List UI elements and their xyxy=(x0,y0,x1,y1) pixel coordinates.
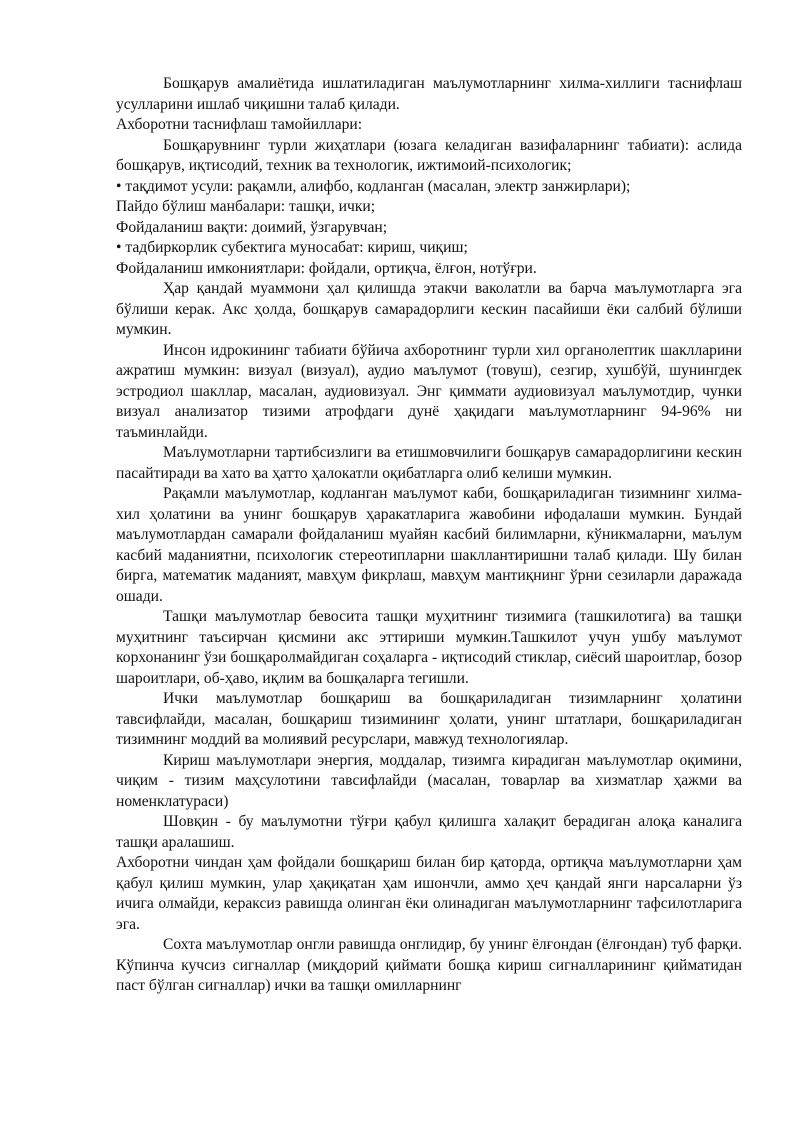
paragraph: Ҳар қандай муаммони ҳал қилишда этакчи ваколатли ва барча маълумотларга эга бўлиши керак. Акс ҳолда, бошқарув самарадорлиги кескин пасайиши ёки салбий бўлиши мумкин. xyxy=(116,280,742,338)
paragraph: Ахборотни таснифлаш тамойиллари: xyxy=(116,116,363,133)
paragraph: Инсон идрокининг табиати бўйича ахборотнинг турли хил органолептик шаклларини ажратиш мумкин: визуал (визуал), аудио маълумот (товуш), сезгир, хушбўй, шунингдек эстродиол шакллар, масалан, аудиовизуал. Энг қиммати аудиовизуал маълумотдир, чунки визуал анализатор тизими атрофдаги дунё ҳақидаги маълумотларнинг 94-96% ни таъминлайди. xyxy=(116,341,742,441)
paragraph: Сохта маълумотлар онгли равишда онглидир, бу унинг ёлғондан (ёлғондан) туб фарқи. Кўпинча кучсиз сигналлар (миқдорий қиймати бошқа кириш сигналларининг қийматидан паст бўлган сигналлар) ички ва ташқи омилларнинг xyxy=(116,936,742,994)
document-body xyxy=(116,74,742,997)
paragraph: Бошқарувнинг турли жиҳатлари (юзага келадиган вазифаларнинг табиати): аслида бошқарув, иқтисодий, техник ва технологик, ижтимоий-психологик; xyxy=(116,136,742,174)
list-item: Фойдаланиш вақти: доимий, ўзгарувчан; xyxy=(116,218,388,236)
paragraph: Шовқин - бу маълумотни тўғри қабул қилишга халақит берадиган алоқа каналига ташқи аралашиш. xyxy=(116,813,742,851)
list-item: • тадбиркорлик субектига муносабат: кириш, чиқиш; xyxy=(116,239,468,256)
paragraph: Ички маълумотлар бошқариш ва бошқариладиган тизимларнинг ҳолатини тавсифлайди, масалан, бошқариш тизимининг ҳолати, унинг штатлари, бошқариладиган тизимнинг моддий ва молиявий ресурслари, мавжуд технологиялар. xyxy=(116,690,742,748)
paragraph: Бошқарув амалиётида ишлатиладиган маълумотларнинг хилма-хиллиги таснифлаш усулларини ишлаб чиқишни талаб қилади. xyxy=(116,75,742,113)
list-item: Фойдаланиш имкониятлари: фойдали, ортиқча, ёлғон, нотўғри. xyxy=(116,259,537,277)
paragraph: Маълумотларни тартибсизлиги ва етишмовчилиги бошқарув самарадорлигини кескин пасайтиради ва хато ва ҳатто ҳалокатли оқибатларга олиб келиши мумкин. xyxy=(116,444,742,482)
list-item: • тақдимот усули: рақамли, алифбо, кодланган (масалан, электр занжирлари); xyxy=(116,177,631,195)
paragraph: Рақамли маълумотлар, кодланган маълумот каби, бошқариладиган тизимнинг хилма-хил ҳолатини ва унинг бошқарув ҳаракатларига жавобини ифодалаши мумкин. Бундай маълумотлардан самарали фойдаланиш муайян касбий билимларни, кўникмаларни, маълум касбий маданиятни, психологик стереотипларни шакллантиришни талаб қилади. Шу билан бирга, математик маданият, мавҳум фикрлаш, мавҳум мантиқнинг ўрни сезиларли даражада ошади. xyxy=(116,485,742,605)
paragraph: Ахборотни чиндан ҳам фойдали бошқариш билан бир қаторда, ортиқча маълумотларни ҳам қабул қилиш мумкин, улар ҳақиқатан ҳам ишончли, аммо ҳеч қандай янги нарсаларни ўз ичига олмайди, керaксиз равишда олинган ёки олинадиган маълумотларнинг тафсилотларига эга. xyxy=(116,854,742,933)
paragraph: Ташқи маълумотлар бевосита ташқи муҳитнинг тизимига (ташкилотига) ва ташқи муҳитнинг таъсирчан қисмини акс эттириши мумкин.Ташкилот учун ушбу маълумот корхонанинг ўзи бошқаролмайдиган соҳаларга - иқтисодий стиклар, сиёсий шароитлар, бозор шароитлари, об-ҳаво, иқлим ва бошқаларга тегишли. xyxy=(116,608,742,687)
list-item: Пайдо бўлиш манбалари: ташқи, ички; xyxy=(116,198,376,215)
paragraph: Кириш маълумотлари энергия, моддалар, тизимга кирадиган маълумотлар оқимини, чиқим - тизим маҳсулотини тавсифлайди (масалан, товарлар ва хизматлар ҳажми ва номенклатураси) xyxy=(116,751,742,810)
